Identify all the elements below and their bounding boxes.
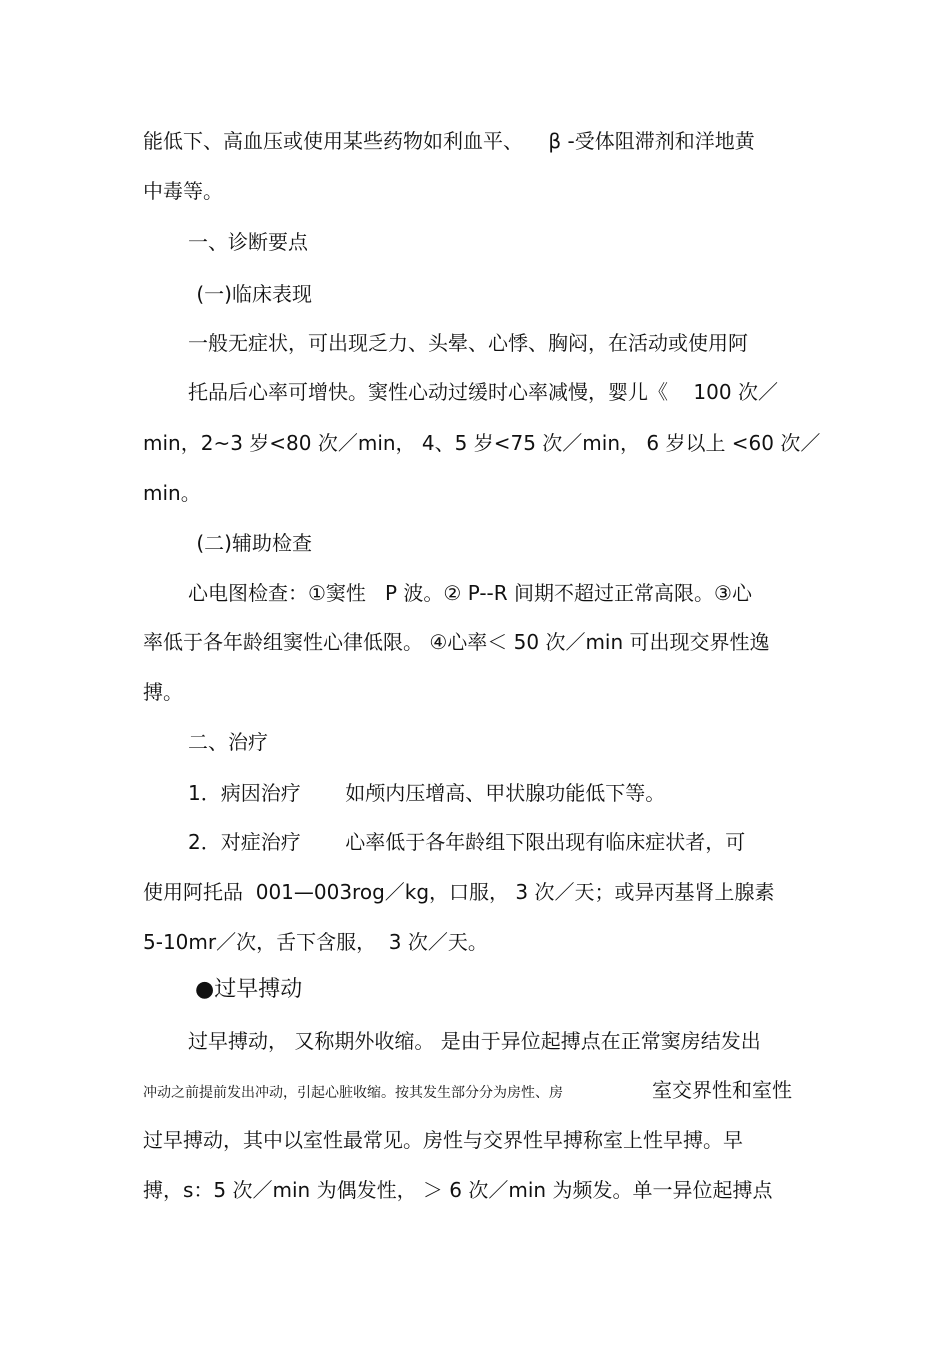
paragraph-line: min，2~3 岁<80 次／min， 4、5 岁<75 次／min， 6 岁以上 <60 次／ [143,431,821,455]
section-heading-treatment: 二、治疗 [188,730,268,754]
paragraph-line-small: 冲动之前提前发出冲动，引起心脏收缩。按其发生部分分为房性、房 [143,1085,563,1101]
paragraph-line: 过早搏动， 又称期外收缩。 是由于异位起搏点在正常窦房结发出 [188,1029,761,1053]
paragraph-line: 过早搏动，其中以室性最常见。房性与交界性早搏称室上性早搏。早 [143,1128,743,1152]
paragraph-line: 中毒等。 [143,179,223,203]
list-item: 1．病因治疗 如颅内压增高、甲状腺功能低下等。 [188,781,666,805]
section-heading-diagnosis: 一、诊断要点 [188,230,308,254]
paragraph-line: 托品后心率可增快。窦性心动过缓时心率减慢，婴儿《 100 次／ [188,380,778,404]
paragraph-line: 一般无症状，可出现乏力、头晕、心悸、胸闷，在活动或使用阿 [188,331,748,355]
subsection-heading-clinical: (一)临床表现 [190,282,312,306]
paragraph-line: 搏。 [143,680,183,704]
paragraph-line: 5-10mr／次，舌下含服， 3 次／天。 [143,930,488,954]
paragraph-line: 使用阿托品 001—003rog／kg，口服， 3 次／天；或异丙基肾上腺素 [143,880,775,904]
paragraph-line: 搏，s：5 次／min 为偶发性， ＞ 6 次／min 为频发。单一异位起搏点 [143,1178,773,1202]
paragraph-line: 心电图检查：①窦性 P 波。② P--R 间期不超过正常高限。③心 [188,581,752,605]
paragraph-line: 能低下、高血压或使用某些药物如利血平、 β -受体阻滞剂和洋地黄 [143,129,755,153]
paragraph-line: 室交界性和室性 [652,1078,792,1102]
paragraph-line: min。 [143,481,201,505]
subsection-heading-auxiliary: (二)辅助检查 [190,531,312,555]
paragraph-line: 率低于各年龄组窦性心律低限。 ④心率＜ 50 次／min 可出现交界性逸 [143,630,770,654]
list-item: 2．对症治疗 心率低于各年龄组下限出现有临床症状者，可 [188,830,746,854]
section-heading-premature-beats: ●过早搏动 [195,977,303,1002]
